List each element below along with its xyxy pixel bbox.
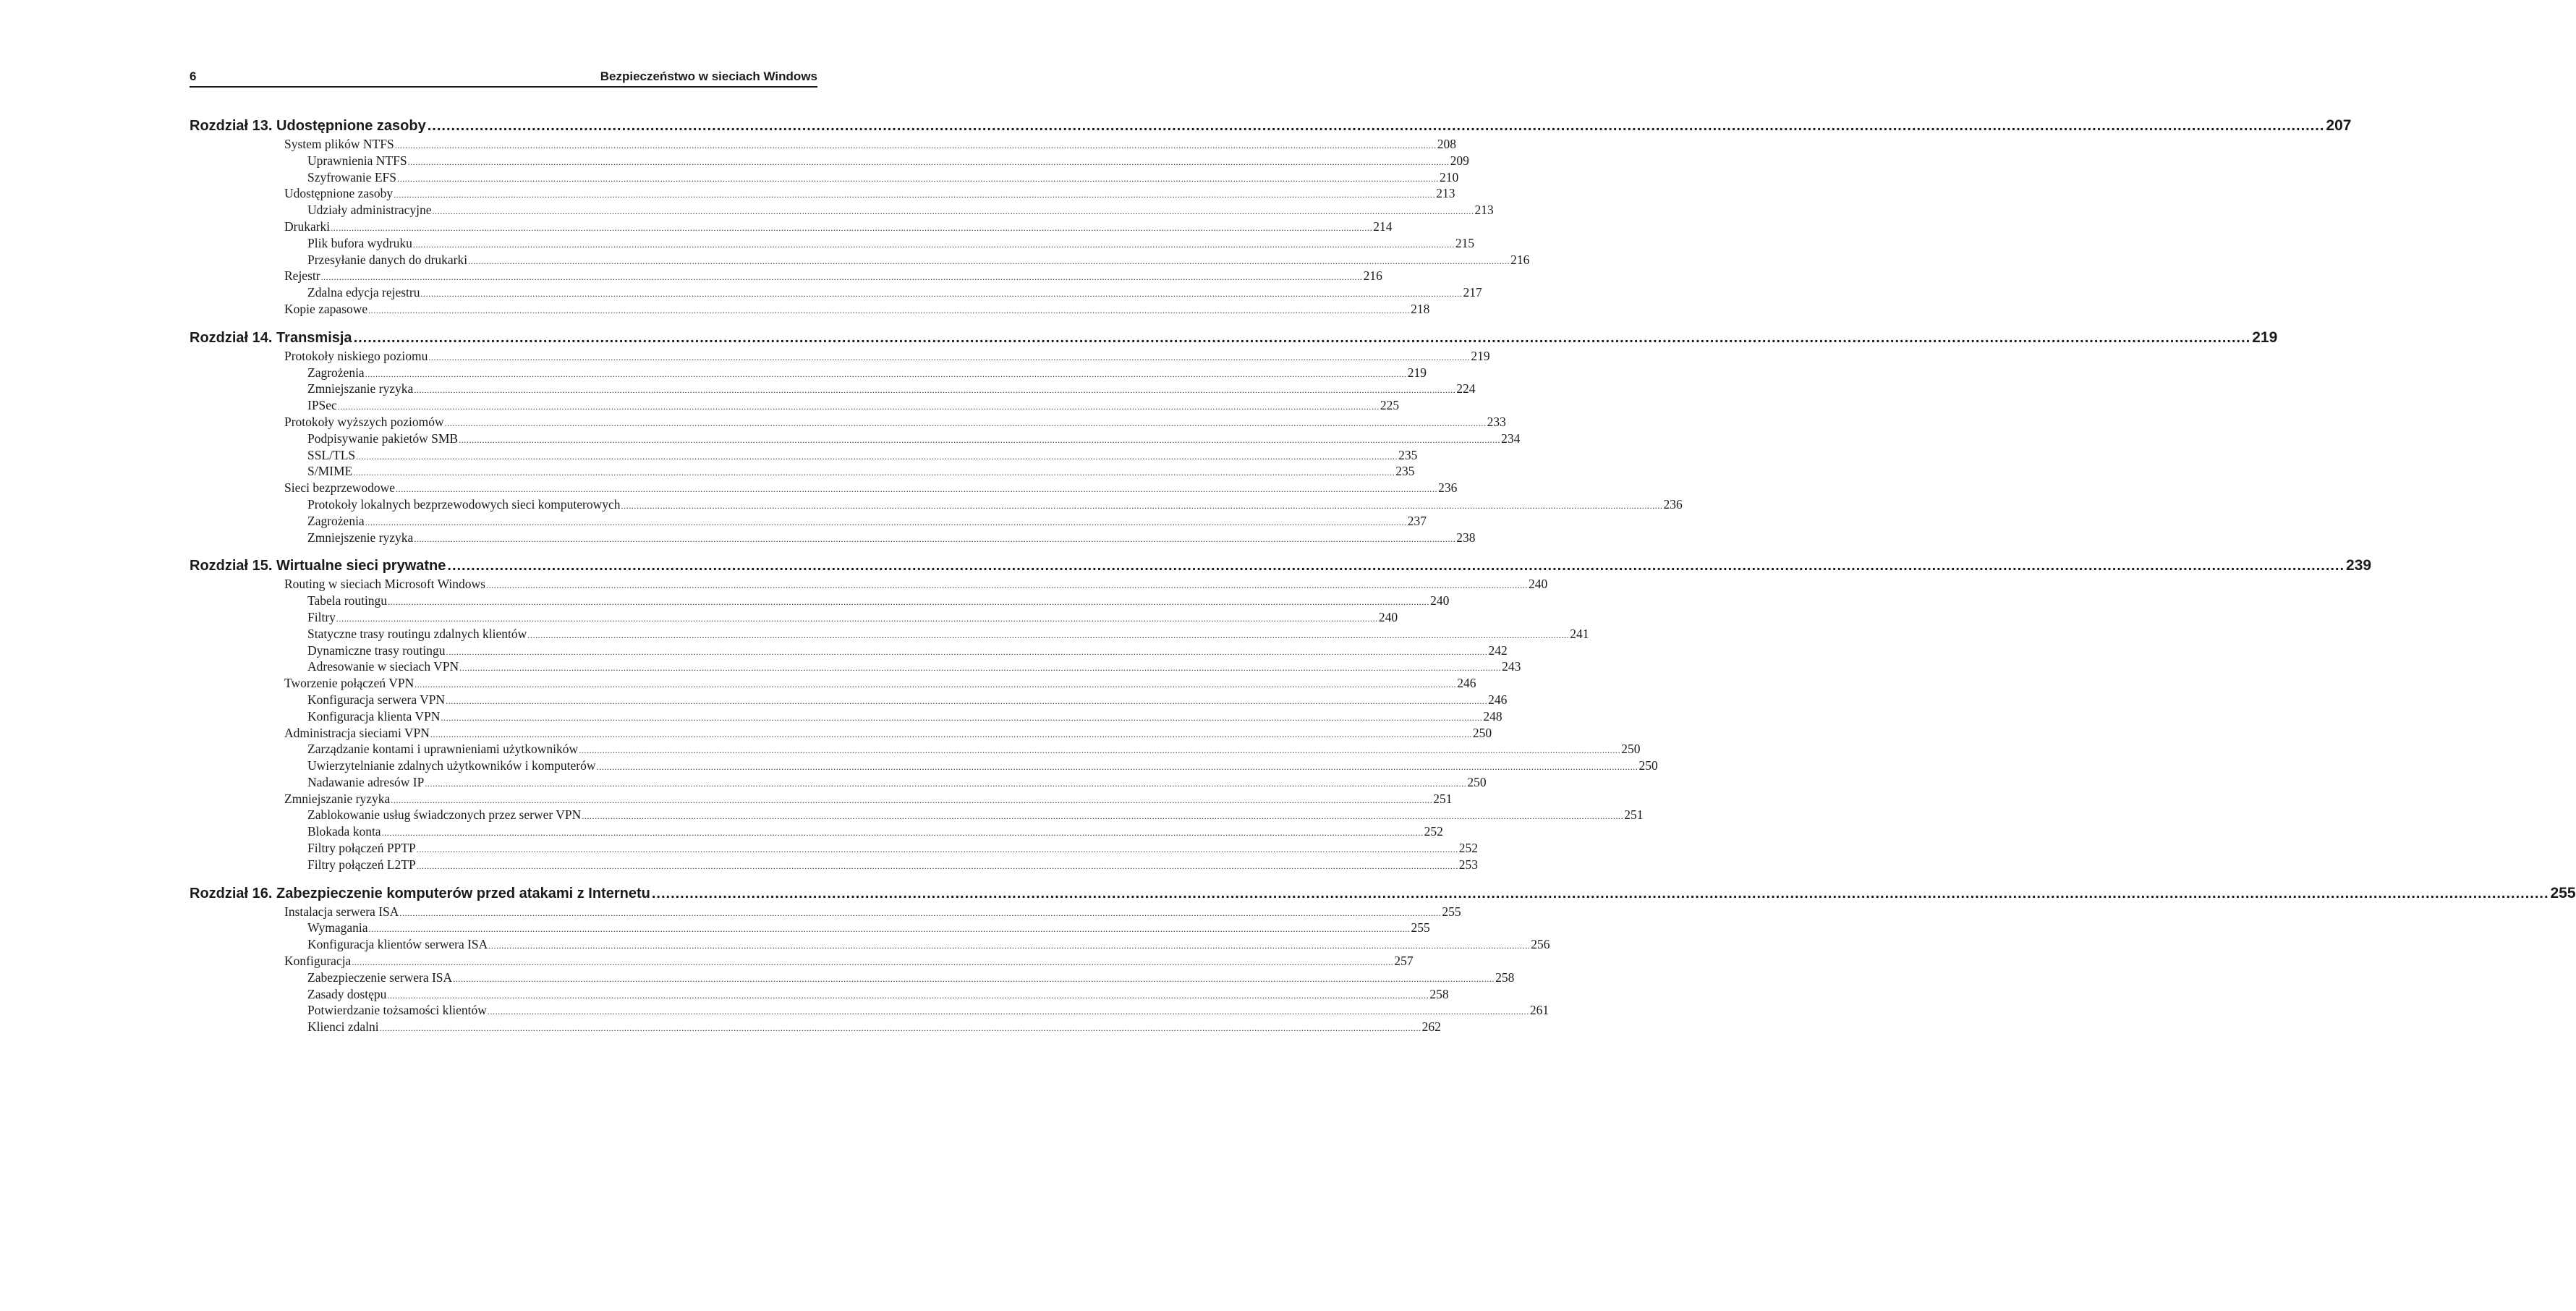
toc-section[interactable] [190, 268, 1382, 284]
dot-leader: ................................................................................................................................................................................................................................................................................................................................................................................................................ [394, 140, 1437, 150]
toc-section[interactable] [190, 675, 1476, 692]
chapter-page-number: 255 [2550, 884, 2576, 901]
entry-page-number: 215 [1455, 235, 1475, 250]
entry-title: Tabela routingu [307, 593, 388, 608]
entry-page-number: 213 [1474, 203, 1494, 218]
toc-subsection[interactable] [190, 593, 1450, 609]
toc-subsection[interactable] [190, 153, 1469, 169]
dot-leader: ................................................................................................................................................................................................................................................................................................................................................................................................................ [368, 924, 1411, 935]
toc-section[interactable] [190, 348, 1490, 365]
dot-leader: ................................................................................................................................................................................................................................................................................................................................................................................................................ [414, 385, 1456, 396]
toc-section[interactable] [190, 904, 1461, 920]
entry-title: Uprawnienia NTFS [307, 153, 407, 168]
entry-page-number: 235 [1395, 464, 1415, 479]
entry-title: Sieci bezprzewodowe [284, 480, 396, 496]
dot-leader: ................................................................................................................................................................................................................................................................................................................................................................................................................ [412, 239, 1455, 250]
dot-leader: ................................................................................................................................................................................................................................................................................................................................................................................................................ [432, 206, 1474, 217]
entry-title: Zmniejszanie ryzyka [284, 791, 391, 806]
toc-subsection[interactable] [190, 284, 1482, 301]
toc-subsection[interactable] [190, 936, 1550, 953]
toc-subsection[interactable] [190, 609, 1398, 626]
entry-page-number: 225 [1380, 398, 1400, 413]
entry-page-number: 233 [1487, 414, 1506, 429]
chapter-label: Rozdział 15. [190, 558, 273, 574]
entry-page-number: 257 [1394, 954, 1414, 969]
entry-page-number: 209 [1450, 153, 1469, 168]
page-header [190, 69, 817, 88]
dot-leader: ................................................................................................................................................................................................................................................................................................................................................................................................................ [337, 402, 1380, 412]
entry-page-number: 218 [1411, 301, 1430, 316]
entry-page-number: 248 [1483, 708, 1502, 724]
entry-title: Filtry połączeń PPTP [307, 841, 416, 856]
dot-leader: ................................................................................................................................................................................................................................................................................................................................................................................................................ [621, 500, 1663, 511]
chapter-title: Wirtualne sieci prywatne [276, 558, 446, 574]
dot-leader: ................................................................................................................................................................................................................................................................................................................................................................................................................ [365, 517, 1407, 527]
entry-title: Nadawanie adresów IP [307, 774, 425, 789]
dot-leader: ................................................................................................................................................................................................................................................................................................................................................................................................................ [379, 1023, 1421, 1034]
dot-leader: ................................................................................................................................................................................................................................................................................................................................................................................................................ [353, 467, 1395, 478]
entry-title: Zagrożenia [307, 513, 365, 528]
entry-title: Zagrożenia [307, 365, 365, 380]
toc-subsection[interactable] [190, 1019, 1441, 1035]
entry-title: Zdalna edycja rejestru [307, 285, 420, 300]
entry-title: Kopie zapasowe [284, 301, 368, 316]
chapter-page-number: 239 [2346, 557, 2372, 574]
dot-leader: ................................................................................................................................................................................................................................................................................................................................................................................................................ [365, 368, 1407, 379]
dot-leader: ................................................................................................................................................................................................................................................................................................................................................................................................................ [368, 305, 1411, 315]
dot-leader: ................................................................................................................................................................................................................................................................................................................................................................................................................ [396, 484, 1438, 495]
entry-page-number: 210 [1439, 169, 1459, 184]
dot-leader: ................................................................................................................................................................................................................................................................................................................................................................................................................ [394, 190, 1436, 200]
entry-title: Dynamiczne trasy routingu [307, 642, 446, 658]
chapter-heading[interactable] [190, 883, 2576, 904]
dot-leader: ................................................................................................................................................................................................................................................................................................................................................................................................................ [459, 663, 1502, 674]
chapter-page-number: 207 [2326, 117, 2352, 134]
toc-subsection[interactable] [190, 741, 1641, 758]
toc-subsection[interactable] [190, 202, 1494, 218]
entry-title: Filtry [307, 609, 336, 624]
entry-title: Protokoły wyższych poziomów [284, 414, 444, 429]
toc-subsection[interactable] [190, 774, 1487, 791]
toc-subsection[interactable] [190, 252, 1530, 268]
toc-subsection[interactable] [190, 235, 1475, 252]
entry-title: Zabezpieczenie serwera ISA [307, 970, 453, 985]
entry-page-number: 240 [1528, 577, 1548, 592]
dot-leader: ................................................................................................................................................................................................................................................................................................................................................................................................................ [420, 289, 1463, 300]
entry-page-number: 216 [1510, 252, 1530, 267]
entry-title: Wymagania [307, 920, 368, 935]
chapter-label: Rozdział 16. [190, 885, 273, 901]
dot-leader: ................................................................................................................................................................................................................................................................................................................................................................................................................ [430, 729, 1472, 739]
dot-leader: ................................................................................................................................................................................................................................................................................................................................................................................................................ [353, 329, 2251, 346]
entry-page-number: 250 [1621, 742, 1641, 757]
entry-page-number: 258 [1495, 970, 1515, 985]
entry-title: Szyfrowanie EFS [307, 169, 396, 184]
toc-subsection[interactable] [190, 626, 1589, 642]
toc-subsection[interactable] [190, 658, 1521, 675]
toc-section[interactable] [190, 791, 1453, 807]
dot-leader: ................................................................................................................................................................................................................................................................................................................................................................................................................ [444, 417, 1487, 428]
entry-title: Klienci zdalni [307, 1019, 379, 1035]
table-of-contents [190, 116, 2576, 1035]
entry-title: Adresowanie w sieciach VPN [307, 659, 459, 674]
dot-leader: ................................................................................................................................................................................................................................................................................................................................................................................................................ [582, 811, 1624, 822]
chapter-heading[interactable] [190, 116, 2352, 136]
entry-title: Uwierzytelnianie zdalnych użytkowników i komputerów [307, 758, 596, 773]
entry-title: Zablokowanie usług świadczonych przez serwer VPN [307, 807, 582, 823]
entry-title: Zmniejszenie ryzyka [307, 530, 414, 545]
entry-page-number: 250 [1638, 758, 1658, 773]
entry-title: Administracja sieciami VPN [284, 725, 430, 740]
entry-page-number: 252 [1424, 824, 1443, 839]
toc-subsection[interactable] [190, 496, 1683, 513]
dot-leader: ................................................................................................................................................................................................................................................................................................................................................................................................................ [381, 828, 1424, 839]
entry-page-number: 243 [1502, 659, 1521, 674]
toc-subsection[interactable] [190, 430, 1521, 447]
dot-leader: ................................................................................................................................................................................................................................................................................................................................................................................................................ [579, 745, 1621, 756]
chapter-title: Transmisja [276, 329, 352, 346]
entry-title: Zarządzanie kontami i uprawnieniami użytkowników [307, 742, 579, 757]
toc-subsection[interactable] [190, 692, 1508, 708]
chapter-title: Zabezpieczenie komputerów przed atakami z Internetu [276, 885, 650, 901]
toc-section[interactable] [190, 480, 1458, 496]
entry-title: IPSec [307, 398, 337, 413]
entry-page-number: 253 [1458, 857, 1478, 872]
toc-section[interactable] [190, 218, 1393, 235]
dot-leader: ................................................................................................................................................................................................................................................................................................................................................................................................................ [407, 156, 1450, 167]
dot-leader: ................................................................................................................................................................................................................................................................................................................................................................................................................ [441, 712, 1483, 723]
dot-leader: ................................................................................................................................................................................................................................................................................................................................................................................................................ [416, 860, 1458, 871]
toc-section[interactable] [190, 953, 1414, 970]
entry-page-number: 241 [1570, 626, 1589, 641]
entry-title: Przesyłanie danych do drukarki [307, 252, 468, 267]
entry-page-number: 256 [1531, 937, 1550, 952]
dot-leader: ................................................................................................................................................................................................................................................................................................................................................................................................................ [425, 778, 1467, 789]
toc-subsection[interactable] [190, 758, 1658, 774]
dot-leader: ................................................................................................................................................................................................................................................................................................................................................................................................................ [396, 173, 1439, 184]
toc-section[interactable] [190, 301, 1430, 318]
toc-subsection[interactable] [190, 986, 1449, 1003]
entry-title: Konfiguracja serwera VPN [307, 692, 446, 707]
entry-title: Drukarki [284, 218, 331, 234]
toc-section[interactable] [190, 136, 1456, 153]
entry-title: Plik bufora wydruku [307, 235, 412, 250]
dot-leader: ................................................................................................................................................................................................................................................................................................................................................................................................................ [427, 118, 2325, 134]
toc-subsection[interactable] [190, 530, 1476, 546]
dot-leader: ................................................................................................................................................................................................................................................................................................................................................................................................................ [320, 272, 1363, 283]
toc-subsection[interactable] [190, 920, 1430, 936]
entry-title: Blokada konta [307, 824, 381, 839]
entry-title: S/MIME [307, 464, 353, 479]
dot-leader: ................................................................................................................................................................................................................................................................................................................................................................................................................ [468, 255, 1510, 266]
toc-section[interactable] [190, 725, 1492, 742]
dot-leader: ................................................................................................................................................................................................................................................................................................................................................................................................................ [391, 794, 1433, 805]
dot-leader: ................................................................................................................................................................................................................................................................................................................................................................................................................ [356, 451, 1398, 462]
dot-leader: ................................................................................................................................................................................................................................................................................................................................................................................................................ [447, 558, 2345, 574]
entry-page-number: 236 [1663, 496, 1683, 512]
toc-subsection[interactable] [190, 381, 1476, 397]
dot-leader: ................................................................................................................................................................................................................................................................................................................................................................................................................ [459, 434, 1501, 445]
dot-leader: ................................................................................................................................................................................................................................................................................................................................................................................................................ [352, 957, 1394, 968]
chapter-label: Rozdział 14. [190, 329, 273, 346]
entry-page-number: 236 [1438, 480, 1458, 496]
entry-page-number: 246 [1457, 676, 1476, 691]
toc-section[interactable] [190, 185, 1455, 202]
toc-subsection[interactable] [190, 642, 1508, 659]
entry-page-number: 246 [1488, 692, 1508, 707]
entry-page-number: 219 [1407, 365, 1427, 380]
entry-title: Konfiguracja klienta VPN [307, 708, 441, 724]
entry-page-number: 255 [1442, 904, 1461, 919]
entry-page-number: 237 [1407, 513, 1427, 528]
entry-page-number: 235 [1398, 447, 1418, 462]
toc-subsection[interactable] [190, 823, 1443, 840]
toc-section[interactable] [190, 576, 1548, 593]
entry-title: System plików NTFS [284, 137, 394, 151]
entry-title: Statyczne trasy routingu zdalnych klientów [307, 626, 527, 641]
dot-leader: ................................................................................................................................................................................................................................................................................................................................................................................................................ [416, 844, 1458, 855]
entry-page-number: 208 [1437, 137, 1456, 151]
toc-subsection[interactable] [190, 840, 1478, 857]
dot-leader: ................................................................................................................................................................................................................................................................................................................................................................................................................ [415, 679, 1457, 690]
entry-title: Routing w sieciach Microsoft Windows [284, 577, 485, 592]
entry-page-number: 224 [1456, 381, 1476, 396]
entry-page-number: 216 [1363, 268, 1382, 284]
dot-leader: ................................................................................................................................................................................................................................................................................................................................................................................................................ [485, 580, 1528, 591]
entry-page-number: 251 [1433, 791, 1453, 806]
toc-subsection[interactable] [190, 447, 1418, 464]
entry-page-number: 234 [1501, 430, 1521, 446]
entry-title: Rejestr [284, 268, 320, 284]
dot-leader: ................................................................................................................................................................................................................................................................................................................................................................................................................ [487, 1006, 1529, 1017]
toc-subsection[interactable] [190, 463, 1415, 480]
dot-leader: ................................................................................................................................................................................................................................................................................................................................................................................................................ [446, 646, 1488, 657]
entry-page-number: 252 [1458, 841, 1478, 856]
entry-page-number: 258 [1429, 986, 1449, 1001]
toc-section[interactable] [190, 414, 1506, 430]
dot-leader: ................................................................................................................................................................................................................................................................................................................................................................................................................ [331, 222, 1373, 233]
dot-leader: ................................................................................................................................................................................................................................................................................................................................................................................................................ [596, 762, 1638, 773]
entry-title: Protokoły lokalnych bezprzewodowych sieci komputerowych [307, 496, 621, 512]
dot-leader: ................................................................................................................................................................................................................................................................................................................................................................................................................ [399, 907, 1442, 918]
chapter-label: Rozdział 13. [190, 118, 273, 134]
dot-leader: ................................................................................................................................................................................................................................................................................................................................................................................................................ [453, 973, 1495, 984]
entry-page-number: 250 [1467, 774, 1487, 789]
entry-page-number: 262 [1421, 1019, 1441, 1035]
entry-page-number: 219 [1471, 348, 1490, 363]
entry-title: Protokoły niskiego poziomu [284, 348, 428, 363]
entry-title: Konfiguracja [284, 954, 352, 969]
entry-page-number: 240 [1430, 593, 1450, 608]
dot-leader: ................................................................................................................................................................................................................................................................................................................................................................................................................ [446, 695, 1488, 706]
chapter-title: Udostępnione zasoby [276, 118, 426, 134]
toc-subsection[interactable] [190, 970, 1515, 986]
entry-page-number: 255 [1411, 920, 1430, 935]
chapter-page-number: 219 [2252, 328, 2278, 346]
dot-leader: ................................................................................................................................................................................................................................................................................................................................................................................................................ [388, 597, 1430, 608]
entry-title: Podpisywanie pakietów SMB [307, 430, 459, 446]
page-number: 6 [190, 69, 197, 83]
dot-leader: ................................................................................................................................................................................................................................................................................................................................................................................................................ [428, 352, 1471, 362]
chapter-heading[interactable] [190, 556, 2372, 576]
entry-page-number: 250 [1472, 725, 1492, 740]
dot-leader: ................................................................................................................................................................................................................................................................................................................................................................................................................ [414, 533, 1456, 544]
dot-leader: ................................................................................................................................................................................................................................................................................................................................................................................................................ [336, 613, 1378, 624]
toc-subsection[interactable] [190, 397, 1400, 414]
entry-title: Zasady dostępu [307, 986, 387, 1001]
entry-title: Udostępnione zasoby [284, 186, 394, 201]
entry-title: Tworzenie połączeń VPN [284, 676, 415, 691]
toc-subsection[interactable] [190, 708, 1502, 725]
toc-subsection[interactable] [190, 513, 1427, 530]
running-title: Bezpieczeństwo w sieciach Windows [600, 69, 817, 83]
toc-subsection[interactable] [190, 169, 1459, 186]
chapter-heading[interactable] [190, 328, 2278, 348]
entry-title: Udziały administracyjne [307, 203, 432, 218]
toc-subsection[interactable] [190, 807, 1644, 823]
dot-leader: ................................................................................................................................................................................................................................................................................................................................................................................................................ [651, 885, 2549, 901]
entry-page-number: 261 [1529, 1003, 1550, 1018]
toc-subsection[interactable] [190, 857, 1478, 873]
entry-title: SSL/TLS [307, 447, 356, 462]
entry-page-number: 214 [1373, 218, 1393, 234]
dot-leader: ................................................................................................................................................................................................................................................................................................................................................................................................................ [527, 629, 1570, 640]
entry-page-number: 240 [1378, 609, 1398, 624]
entry-page-number: 217 [1463, 285, 1482, 300]
entry-page-number: 213 [1436, 186, 1455, 201]
entry-title: Zmniejszanie ryzyka [307, 381, 414, 396]
entry-page-number: 238 [1456, 530, 1476, 545]
entry-page-number: 242 [1488, 642, 1508, 658]
entry-page-number: 251 [1624, 807, 1644, 823]
entry-title: Potwierdzanie tożsamości klientów [307, 1003, 487, 1018]
entry-title: Instalacja serwera ISA [284, 904, 399, 919]
entry-title: Konfiguracja klientów serwera ISA [307, 937, 488, 952]
toc-subsection[interactable] [190, 1002, 1550, 1019]
entry-title: Filtry połączeń L2TP [307, 857, 416, 872]
toc-subsection[interactable] [190, 365, 1427, 381]
dot-leader: ................................................................................................................................................................................................................................................................................................................................................................................................................ [387, 990, 1429, 1001]
dot-leader: ................................................................................................................................................................................................................................................................................................................................................................................................................ [488, 941, 1531, 951]
